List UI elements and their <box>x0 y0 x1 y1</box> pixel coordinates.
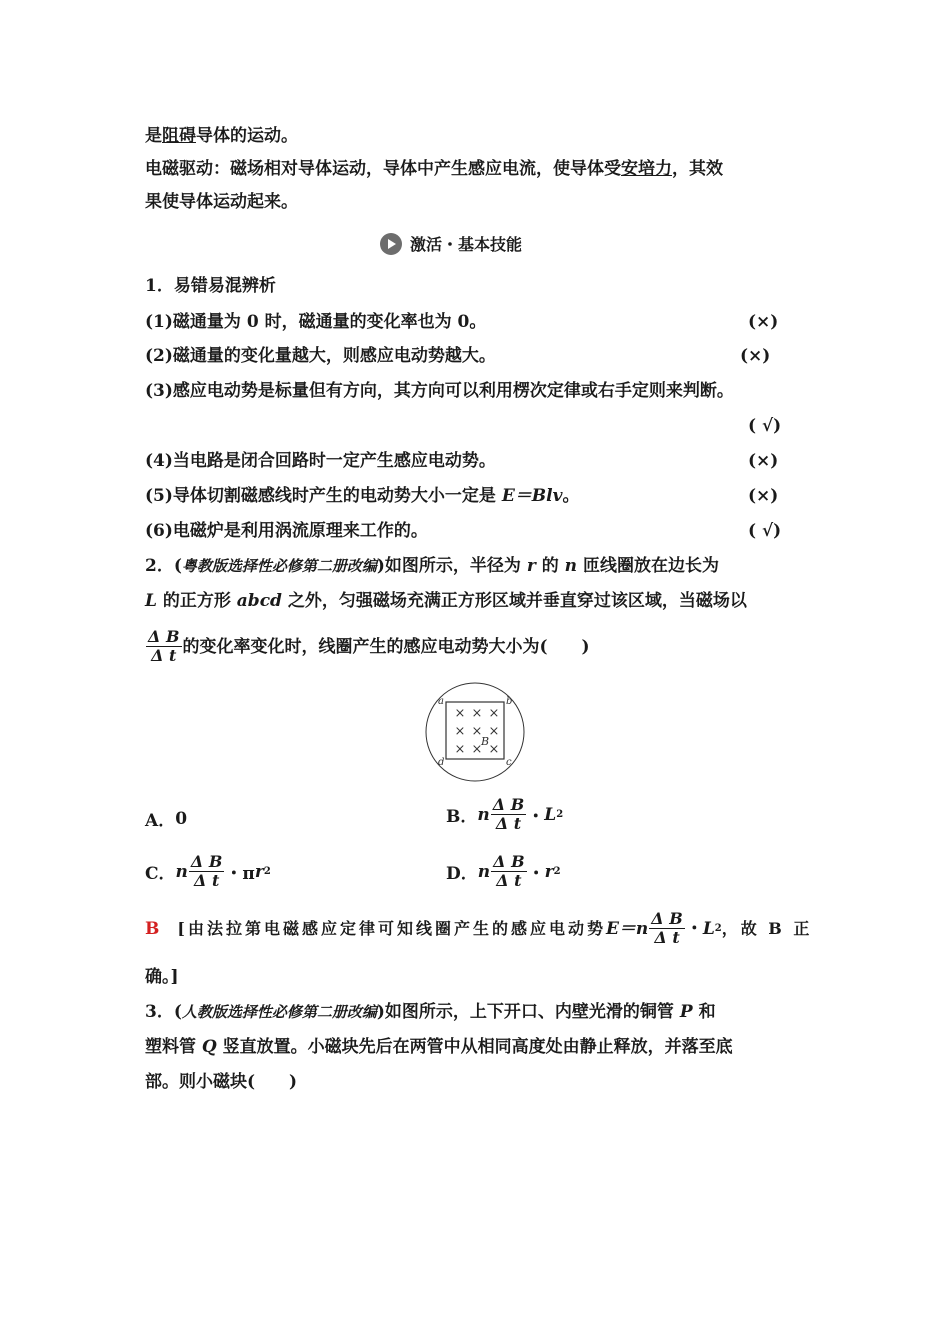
section-title: 激活・基本技能 <box>410 235 523 254</box>
question-number: 2．( <box>145 556 182 576</box>
text: 之外，匀强磁场充满正方形区域并垂直穿过该区域，当磁场以 <box>281 591 747 611</box>
cross: × <box>488 742 500 757</box>
frac-den: Δ t <box>495 814 522 833</box>
text: ，故 B 正 <box>721 918 813 938</box>
text: )如图所示，上下开口、内壁光滑的铜管 <box>376 1002 680 1022</box>
var-E: E＝ <box>605 918 636 939</box>
text: (5)导体切割磁感线时产生的电动势大小一定是 <box>145 486 502 506</box>
text: ・ <box>527 864 545 884</box>
text: 导体的运动。 <box>196 126 298 146</box>
option-label: A． <box>145 811 176 831</box>
var-abcd: abcd <box>236 591 282 611</box>
var-n: n <box>175 861 188 882</box>
text: 。 <box>562 486 580 506</box>
text: ，其效 <box>672 159 723 179</box>
source: 人教版选择性必修第二册改编 <box>181 1003 377 1021</box>
q3-line-3: 部。则小磁块( ) <box>145 1072 298 1092</box>
frac-num: Δ B <box>148 627 180 646</box>
underlined-term: 安培力 <box>621 159 672 179</box>
q1-mark-5: (×) <box>748 486 779 506</box>
answer-letter: B <box>145 918 160 939</box>
cross: × <box>488 724 500 739</box>
text: [由法拉第电磁感应定律可知线圈产生的感应电动势 <box>177 918 606 938</box>
fraction-dB-dt <box>189 853 225 890</box>
q2-line-2 <box>145 589 747 613</box>
text: ・π <box>225 864 255 884</box>
var-r: r <box>254 861 264 882</box>
term-label: 电磁驱动： <box>145 159 230 179</box>
q1-item-1: (1)磁通量为 0 时，磁通量的变化率也为 0。 <box>145 312 487 332</box>
source: 粤教版选择性必修第二册改编 <box>181 557 377 575</box>
formula: E＝Blv <box>501 486 563 506</box>
q1-item-6: (6)电磁炉是利用涡流原理来工作的。 <box>145 521 428 541</box>
text: 是 <box>145 126 162 146</box>
text: 的变化率变化时，线圈产生的感应电动势大小为( ) <box>182 636 590 657</box>
q1-title: 1．易错易混辨析 <box>145 276 276 296</box>
frac-den: Δ t <box>151 646 177 665</box>
label-c: c <box>506 757 512 768</box>
question-number: 3．( <box>145 1002 182 1022</box>
text: 竖直放置。小磁块先后在两管中从相同高度处由静止释放，并落至底 <box>216 1037 733 1057</box>
var-n: n <box>477 804 490 825</box>
option-a[interactable] <box>145 806 187 831</box>
var-L: L <box>145 591 157 611</box>
frac-num: Δ B <box>492 795 525 814</box>
q1-mark-2: (×) <box>740 346 771 366</box>
exponent: 2 <box>556 809 564 820</box>
q1-mark-4: (×) <box>748 451 779 471</box>
text: 磁场相对导体运动，导体中产生感应电流，使导体受 <box>230 159 621 179</box>
section-header <box>380 232 522 255</box>
cross: × <box>471 742 483 757</box>
label-a: a <box>438 696 444 707</box>
text: 匝线圈放在边长为 <box>577 556 719 576</box>
q1-mark-6: ( √) <box>748 521 782 541</box>
var-r: r <box>526 556 536 576</box>
fraction-dB-dt <box>649 910 685 947</box>
line-resist <box>145 124 298 148</box>
q3-line-1 <box>145 1000 716 1024</box>
q1-mark-3: ( √) <box>748 416 782 436</box>
q2-answer-line-1 <box>145 910 812 947</box>
q1-mark-1: (×) <box>748 312 779 332</box>
label-B: B <box>481 735 490 748</box>
option-label: D． <box>446 864 478 884</box>
q1-item-5 <box>145 484 580 508</box>
exponent: 2 <box>553 866 561 877</box>
var-Q: Q <box>201 1037 217 1057</box>
fraction-dB-dt <box>491 796 527 833</box>
play-icon <box>380 233 402 255</box>
var-L: L <box>702 918 715 939</box>
option-c[interactable] <box>145 853 271 890</box>
var-P: P <box>679 1002 693 1022</box>
text: 和 <box>692 1002 716 1022</box>
cross: × <box>471 706 483 721</box>
line-drive-cont <box>145 190 298 214</box>
q2-line-1 <box>145 554 719 578</box>
cross: × <box>488 706 500 721</box>
var-n: n <box>477 861 491 882</box>
q2-answer-line-2: 确。] <box>145 967 179 987</box>
cross: × <box>454 706 466 721</box>
var-L: L <box>544 804 557 825</box>
fraction-dB-dt <box>491 853 527 890</box>
label-d: d <box>438 757 445 768</box>
option-b[interactable] <box>446 796 563 833</box>
frac-num: Δ B <box>651 909 683 928</box>
text: ・ <box>685 918 703 939</box>
text: 果使导体运动起来。 <box>145 192 298 212</box>
text: 塑料管 <box>145 1037 202 1057</box>
q1-item-2: (2)磁通量的变化量越大，则感应电动势越大。 <box>145 346 496 366</box>
option-d[interactable] <box>446 853 561 890</box>
frac-den: Δ t <box>496 871 522 890</box>
var-n: n <box>635 918 649 939</box>
line-drive <box>145 157 723 181</box>
text: 的 <box>535 556 565 576</box>
text: 的正方形 <box>156 591 237 611</box>
q3-line-2 <box>145 1035 733 1059</box>
q1-item-4: (4)当电路是闭合回路时一定产生感应电动势。 <box>145 451 496 471</box>
underlined-term: 阻碍 <box>162 126 196 146</box>
fraction-dB-dt <box>146 628 182 665</box>
q2-line-3 <box>145 628 590 665</box>
option-label: C． <box>145 864 176 884</box>
option-value: 0 <box>175 808 188 829</box>
coil-square-figure <box>420 682 530 782</box>
cross: × <box>454 742 466 757</box>
option-label: B． <box>446 807 478 827</box>
var-n: n <box>564 556 578 576</box>
frac-den: Δ t <box>193 871 220 890</box>
q1-item-3: (3)感应电动势是标量但有方向，其方向可以利用楞次定律或右手定则来判断。 <box>145 381 734 401</box>
text: ・ <box>527 807 545 827</box>
frac-num: Δ B <box>493 852 525 871</box>
frac-num: Δ B <box>190 852 223 871</box>
exponent: 2 <box>714 922 722 934</box>
text: )如图所示，半径为 <box>376 556 527 576</box>
var-r: r <box>544 861 554 882</box>
exponent: 2 <box>263 866 271 877</box>
frac-den: Δ t <box>654 928 680 947</box>
label-b: b <box>506 696 513 707</box>
cross: × <box>471 724 483 739</box>
cross: × <box>454 724 466 739</box>
